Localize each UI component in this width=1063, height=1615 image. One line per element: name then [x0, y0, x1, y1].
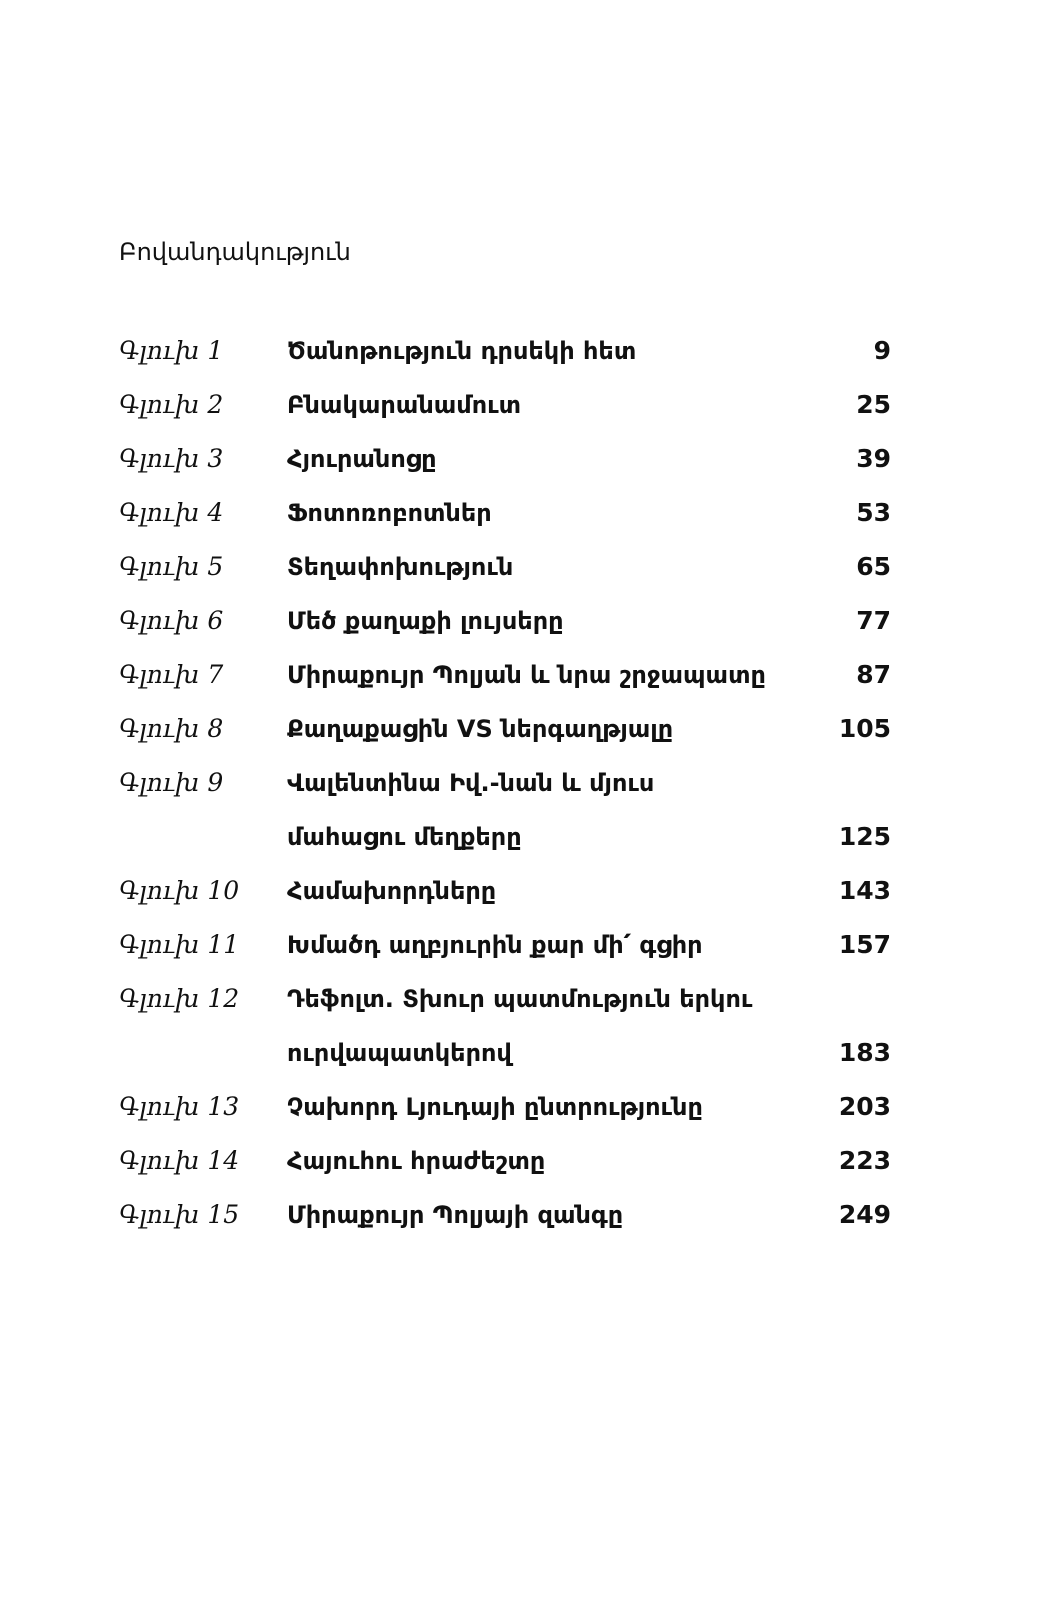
page-number: 105: [838, 714, 891, 743]
chapter-title: Քաղաքացին VS ներգաղթյալը: [287, 715, 674, 743]
chapter-title: Մեծ քաղաքի լույսերը: [287, 607, 564, 635]
toc-entry: [0, 702, 1063, 756]
toc-entry: [0, 540, 1063, 594]
chapter-title: Հյուրանոցը: [287, 445, 437, 473]
page-number: 249: [838, 1200, 891, 1229]
toc-entry-continuation: [0, 810, 1063, 864]
chapter-title: Խմածդ աղբյուրին քար մի՛ գցիր: [287, 931, 703, 959]
toc-entry: [0, 864, 1063, 918]
toc-entry: [0, 1188, 1063, 1242]
toc-entry: [0, 972, 1063, 1026]
chapter-label: Գլուխ 14: [119, 1146, 240, 1175]
toc-entry: [0, 432, 1063, 486]
chapter-title: Համախորդները: [287, 877, 497, 905]
chapter-title: Միրաքույր Պոլյան և նրա շրջապատը: [287, 661, 766, 689]
chapter-title: Միրաքույր Պոլյայի զանգը: [287, 1201, 624, 1229]
chapter-label: Գլուխ 3: [119, 444, 224, 473]
chapter-label: Գլուխ 12: [119, 984, 240, 1013]
toc-entry-continuation: [0, 1026, 1063, 1080]
chapter-title: Վալենտինա Իվ.-նան և մյուս: [287, 769, 655, 797]
page-number: 157: [838, 930, 891, 959]
chapter-label: Գլուխ 8: [119, 714, 224, 743]
chapter-title-continued: ուրվապատկերով: [287, 1039, 512, 1067]
toc-entry: [0, 1134, 1063, 1188]
chapter-title: Հայուհու հրաժեշտը: [287, 1147, 546, 1175]
chapter-label: Գլուխ 7: [119, 660, 224, 689]
toc-entry: [0, 648, 1063, 702]
chapter-label: Գլուխ 5: [119, 552, 224, 581]
chapter-label: Գլուխ 4: [119, 498, 224, 527]
chapter-title: Ծանոթություն դրսեկի հետ: [287, 337, 637, 365]
toc-entry: [0, 594, 1063, 648]
chapter-title: Ֆոտոռոբոտներ: [287, 499, 492, 527]
page-number: 143: [838, 876, 891, 905]
page-number: 87: [856, 660, 891, 689]
chapter-title: Դեֆոլտ. Տխուր պատմություն երկու: [287, 985, 753, 1013]
page-number: 183: [838, 1038, 891, 1067]
page-number: 65: [856, 552, 891, 581]
page-number: 25: [856, 390, 891, 419]
chapter-label: Գլուխ 15: [119, 1200, 240, 1229]
chapter-title: Տեղափոխություն: [287, 553, 514, 581]
page-title: Բովանդակություն: [119, 238, 351, 266]
page-number: 9: [873, 336, 891, 365]
chapter-label: Գլուխ 9: [119, 768, 224, 797]
chapter-title: Բնակարանամուտ: [287, 391, 522, 419]
chapter-label: Գլուխ 6: [119, 606, 224, 635]
toc-entry: [0, 918, 1063, 972]
page-number: 223: [838, 1146, 891, 1175]
page-number: 39: [856, 444, 891, 473]
toc-entry: [0, 756, 1063, 810]
page-number: 53: [856, 498, 891, 527]
chapter-label: Գլուխ 2: [119, 390, 224, 419]
toc-entry: [0, 1080, 1063, 1134]
chapter-label: Գլուխ 10: [119, 876, 240, 905]
page-number: 125: [838, 822, 891, 851]
chapter-label: Գլուխ 13: [119, 1092, 240, 1121]
toc-entry: [0, 378, 1063, 432]
chapter-title: Չախորդ Լյուդայի ընտրությունը: [287, 1093, 703, 1121]
chapter-label: Գլուխ 11: [119, 930, 240, 959]
toc-entry: [0, 486, 1063, 540]
chapter-title-continued: մահացու մեղքերը: [287, 823, 522, 851]
page-number: 203: [838, 1092, 891, 1121]
page-number: 77: [856, 606, 891, 635]
toc-entry: [0, 324, 1063, 378]
chapter-label: Գլուխ 1: [119, 336, 224, 365]
